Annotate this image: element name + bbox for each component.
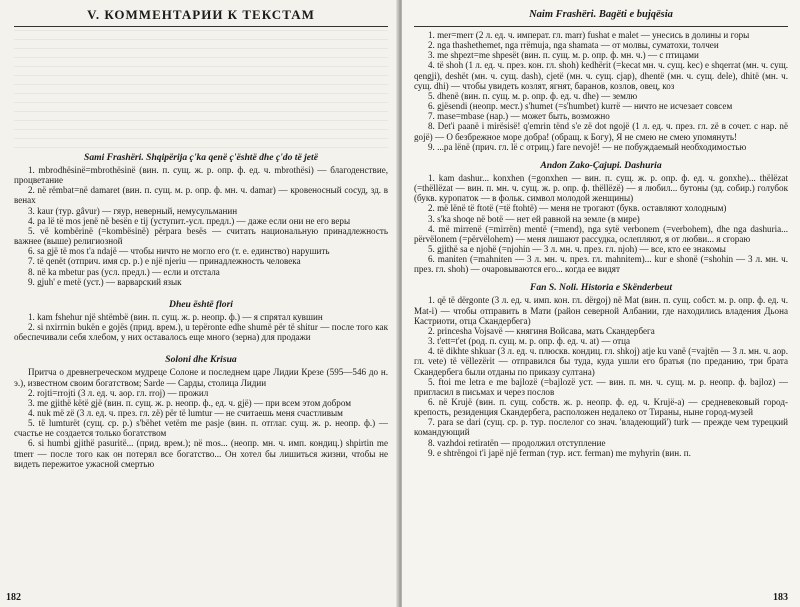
entry: 3. me gjithë këtë gjë (вин. п. сущ. ж. р. неопр. ф., ед. ч. gjë) — при всем этом добром	[28, 397, 351, 408]
entry: 3. s'ka shoqe në botë — нет ей равной на земле (в мире)	[428, 213, 640, 224]
section-entries	[414, 173, 788, 275]
right-page	[402, 0, 800, 607]
section-entries	[414, 30, 788, 152]
left-page	[0, 0, 398, 607]
entry: 2. nga thashethemet, nga rrëmuja, nga shamata — от молвы, суматохи, толчеи	[428, 40, 719, 51]
entry: 7. para se dari (сущ. ср. р. тур. послелог со знач. 'владеющий') turk — прежде чем турецкий командующий	[414, 417, 788, 438]
entry: 1. kam fshehur një shtëmbë (вин. п. сущ. ж. р. неопр. ф.) — я спрятал кувшин	[28, 311, 323, 322]
entry: 7. të qenët (отприч. имя ср. р.) e një njeriu — принадлежность человека	[28, 256, 301, 267]
bleed-through-area	[14, 30, 388, 150]
entry: 3. me shpezt=me shpesët (вин. п. сущ. м. р. опр. ф. мн. ч.) — с птицами	[428, 50, 699, 61]
page-header: V. КОММЕНТАРИИ К ТЕКСТАМ	[87, 7, 315, 22]
section-title: Dheu është flori	[169, 298, 233, 310]
entry: Притча о древнегреческом мудреце Солоне и последнем царе Лидии Крезе (595—546 до н. э.), известном своим богатством; Sarde — Сарды, столица Лидии	[14, 367, 388, 388]
entry: 1. kam dashur... konxhen (=gonxhen — вин. п. сущ. ж. р. опр. ф. ед. ч. gonxhe)... thëlëzat (=thëllëzat — вин. п. мн. ч. сущ. ж. р. опр. ф. thëllëzë) — я любил... бутоны (зд. собир.) голубок (букв. куропаток — в фольк. символ молодой женщины)	[414, 172, 788, 204]
entry: 6. si humbi gjithë pasuritë... (прид. врем.); në mos... (неопр. мн. ч. имп. кондиц.) shpirtin me tmerr — после того как он потерял все богатство... Он хотел бы лишиться жизни, чтобы не видеть пережитое ужасной смертью	[14, 438, 388, 469]
entry: 5. vë kombërinë (=kombësinë) përpara besës — считать национальную принадлежность важнее (выше) религиозной	[14, 225, 388, 247]
section-entries	[14, 312, 388, 342]
header-rule	[14, 26, 388, 27]
entry: 3. kaur (тур. gâvur) — гяур, неверный, немусульманин	[28, 205, 238, 216]
entry: 5. dhenë (вин. п. сущ. м. р. опр. ф. ед. ч. dhe) — землю	[428, 90, 638, 101]
entry: 6. sa gjë të mos t'a ndajë — чтобы ничто не могло его (т. е. единство) нарушить	[28, 246, 330, 257]
page-header: Naim Frashëri. Bagëti e bujqësia	[529, 9, 673, 20]
section-title: Soloni dhe Krisua	[165, 354, 237, 366]
entry: 4. më mirrenë (=mirrën) mentë (=mend), nga sytë verbonem (=verbohem), dhe nga dashuria... përvëlonem (=përvëlohem) — меня лишают рассудка, ослепляют, я от любви... я сгораю	[414, 223, 788, 244]
entry: 9. ...pa lënë (прич. гл. lë с отриц.) fare nevojë! — не побуждаемый необходимостью	[428, 141, 747, 152]
section-entries	[14, 165, 388, 287]
entry: 5. gjithë sa e njohë (=njohin — 3 л. мн. ч. през. гл. njoh) — все, кто ее знакомы	[428, 243, 726, 254]
entry: 2. rojti=rrojti (3 л. ед. ч. аор. гл. rroj) — прожил	[28, 387, 209, 398]
section-entries	[414, 295, 788, 458]
entry: 7. mase=mbase (нар.) — может быть, возможно	[428, 111, 610, 122]
entry: 3. t'ett=t'et (род. п. сущ. м. р. опр. ф. ед. ч. at) — отца	[428, 336, 631, 347]
entry: 6. gjësendi (неопр. мест.) s'humet (=s'humbet) kurrë — ничто не исчезает совсем	[428, 101, 733, 112]
entry: 1. që të dërgonte (3 л. ед. ч. имп. кон. гл. dërgoj) në Mat (вин. п. сущ. собст. м. р. опр. ф. ед. ч. Mat-i) — чтобы отправить в Мати (район северной Албании, где находились владения Дьона Кастриоти, отца Скандербега)	[414, 295, 788, 326]
entry: 9. gjuh' e metë (уст.) — варварский язык	[28, 276, 182, 287]
section-entries	[14, 367, 388, 469]
entry: 2. si nxirrnin bukën e gojës (прид. врем.), u tepëronte edhe shumë për të shitur — после того как обеспечивали себя хлебом, у них оставалось еще много (зерна) для продажи	[14, 322, 388, 343]
entry: 8. vazhdoi retiratën — продолжил отступление	[428, 437, 606, 448]
entry: 4. të shoh (1 л. ед. ч. през. кон. гл. shoh) kedhërit (=kecat мн. ч. сущ. kec) e shqerrat (мн. ч. сущ. qengji), deshët (мн. ч. сущ. dash), cjetë (мн. ч. сущ. cjap), dhentë (мн. ч. сущ. dele), dhitë (мн. ч. сущ. dhi) — чтобы увидеть козлят, ягнят, баранов, козлов, овец, коз	[414, 60, 788, 91]
entry: 6. maniten (=mahniten — 3 л. мн. ч. през. гл. mahnitem)... kur e shonë (=shohin — 3 л. мн. ч. през. гл. shoh) — очаровываются его... когда ее видят	[414, 254, 788, 275]
page-number: 182	[6, 592, 21, 603]
entry: 4. nuk më zë (3 л. ед. ч. през. гл. zë) për të lumtur — не считаешь меня счастливым	[28, 407, 343, 418]
entry: 5. të lumturët (сущ. ср. р.) s'bëhet vetëm me pasje (вин. п. отглаг. сущ. ж. р. неопр. ф.) — счастье не создается только богатством	[14, 418, 388, 439]
entry: 2. në rëmbat=në damaret (вин. п. сущ. м. р. опр. ф. мн. ч. damar) — кровеносный сосуд, зд. в венах	[14, 185, 388, 206]
entry: 1. mer=merr (2 л. ед. ч. императ. гл. marr) fushat e malet — унесись в долины и горы	[428, 30, 750, 40]
entry: 4. të dikhte shkuar (3 л. ед. ч. плюскв. кондиц. гл. shkoj) atje ku vanë (=vajtën — 3 л. мн. ч. аор. гл. vete) të vëllezërit — отправился бы туда, куда ушли его братья (по преданию, три брата Скандербега были отданы по приказу султана)	[414, 346, 788, 377]
entry: 2. më lënë të ftotë (=të ftohtë) — меня не трогают (букв. оставляют холодным)	[428, 203, 727, 214]
entry: 4. pa lë të mos jenë në besën e tij (уступит.-усл. предл.) — даже если они не его веры	[28, 215, 351, 226]
entry: 1. mbrodhësinë=mbrothësinë (вин. п. сущ. ж. р. опр. ф. ед. ч. mbrothësi) — благоденствие, процветание	[14, 165, 388, 186]
entry: 5. ftoi me letra e me bajlozë (=bajlozë уст. — вин. п. мн. ч. сущ. м. р. неопр. ф. bajloz) — пригласил в письмах и через послов	[414, 376, 788, 397]
entry: 2. princesha Vojsavë — княгиня Войсава, мать Скандербега	[428, 325, 655, 336]
section-title: Andon Zako-Çajupi. Dashuria	[540, 159, 662, 171]
entry: 9. e shtrëngoi t'i japë një ferman (тур. ист. ferman) me myhyrin (вин. п.	[428, 447, 691, 458]
entry: 8. Det'i paanë i mirësisë! q'emrin tënd s'e zë dot ngojë (1 л. ед. ч. през. гл. zë в сочет. с нар. në gojë) — О безбрежное море добра! (обращ. к Богу), Я не смею не смею упомянуть!	[414, 121, 788, 142]
page-number: 183	[773, 592, 788, 603]
section-title: Sami Frashëri. Shqipërija ç'ka qenë ç'është dhe ç'do të jetë	[84, 152, 318, 163]
section-title: Fan S. Noli. Historia e Skënderbeut	[529, 282, 673, 294]
header-rule	[414, 26, 788, 27]
entry: 6. në Krujë (вин. п. сущ. собств. ж. р. неопр. ф. ед. ч. Krujë-a) — средневековый город-крепость, резиденция Скандербега, расположен недалеко от Тираны, ныне город-музей	[414, 397, 788, 418]
entry: 8. në ka mbetur pas (усл. предл.) — если и отстала	[28, 266, 220, 277]
